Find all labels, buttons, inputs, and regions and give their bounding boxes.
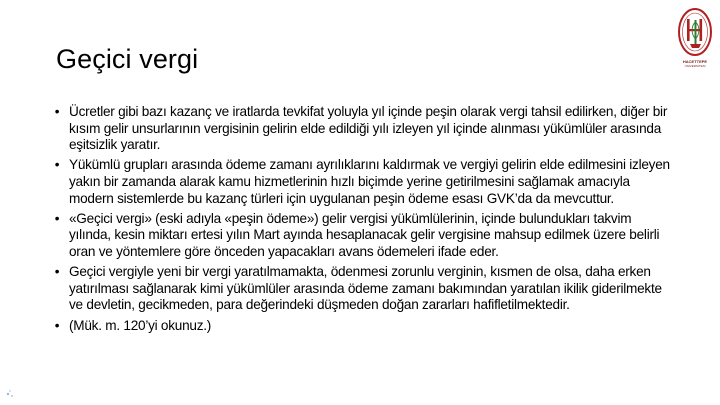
logo-subtext: ÜNİVERSİTESİ bbox=[684, 64, 706, 68]
bullet-dot-icon: • bbox=[54, 317, 60, 333]
bullet-text: Yükümlü grupları arasında ödeme zamanı ayrılıklarını kaldırmak ve vergiyi gelirin elde edilmesini izleyen yakın bir zamanda alarak kamu hizmetlerinin hızlı biçimde yerine getirilmesini sağlamak amacıyla modern sistemlerde bu kazanç türleri için uygulanan peşin ödeme esası GVK’da da mevcuttur. bbox=[69, 157, 670, 206]
logo-wordmark: HACETTEPE bbox=[682, 59, 708, 64]
bullet-item bbox=[52, 157, 672, 207]
bullet-dot-icon: • bbox=[54, 157, 60, 173]
bullet-item bbox=[52, 318, 672, 335]
bullet-text: Ücretler gibi bazı kazanç ve iratlarda tevkifat yoluyla yıl içinde peşin olarak vergi tahsil edilirken, diğer bir kısım gelir unsurlarının vergisinin gelirin elde edildiği yılı izleyen yıl içinde alınması yükümlüler arasında eşitsizlik yaratır. bbox=[69, 104, 668, 153]
bullet-item bbox=[52, 211, 672, 261]
bullet-text: Geçici vergiyle yeni bir vergi yaratılmamakta, ödenmesi zorunlu verginin, kısmen de olsa, daha erken yatırılması sağlanarak kimi yükümlüler arasında ödeme zamanı bakımından yaratılan ikilik giderilmekte ve devletin, gecikmeden, para değerindeki düşmeden doğan zararları hafifletilmektedir. bbox=[69, 264, 662, 313]
university-logo-icon bbox=[676, 6, 714, 58]
slide-title: Geçici vergi bbox=[56, 44, 199, 74]
corner-decoration-icon bbox=[4, 388, 16, 400]
bullet-dot-icon: • bbox=[54, 264, 60, 280]
bullet-dot-icon: • bbox=[54, 210, 60, 226]
bullet-item bbox=[52, 104, 672, 154]
bullet-text: (Mük. m. 120’yi okunuz.) bbox=[69, 317, 212, 333]
bullet-item bbox=[52, 264, 672, 314]
bullet-dot-icon: • bbox=[54, 104, 60, 119]
bullet-text: «Geçici vergi» (eski adıyla «peşin ödeme») gelir vergisi yükümlülerinin, içinde bulundukları takvim yılında, kesin miktarı ertesi yılın Mart ayında hesaplanacak gelir vergisine mahsup edilmek üzere belirli oran ve yöntemlere göre önceden yapacakları avans ödemeleri ifade eder. bbox=[69, 210, 660, 259]
bullet-list bbox=[52, 104, 672, 338]
university-logo bbox=[676, 6, 714, 70]
